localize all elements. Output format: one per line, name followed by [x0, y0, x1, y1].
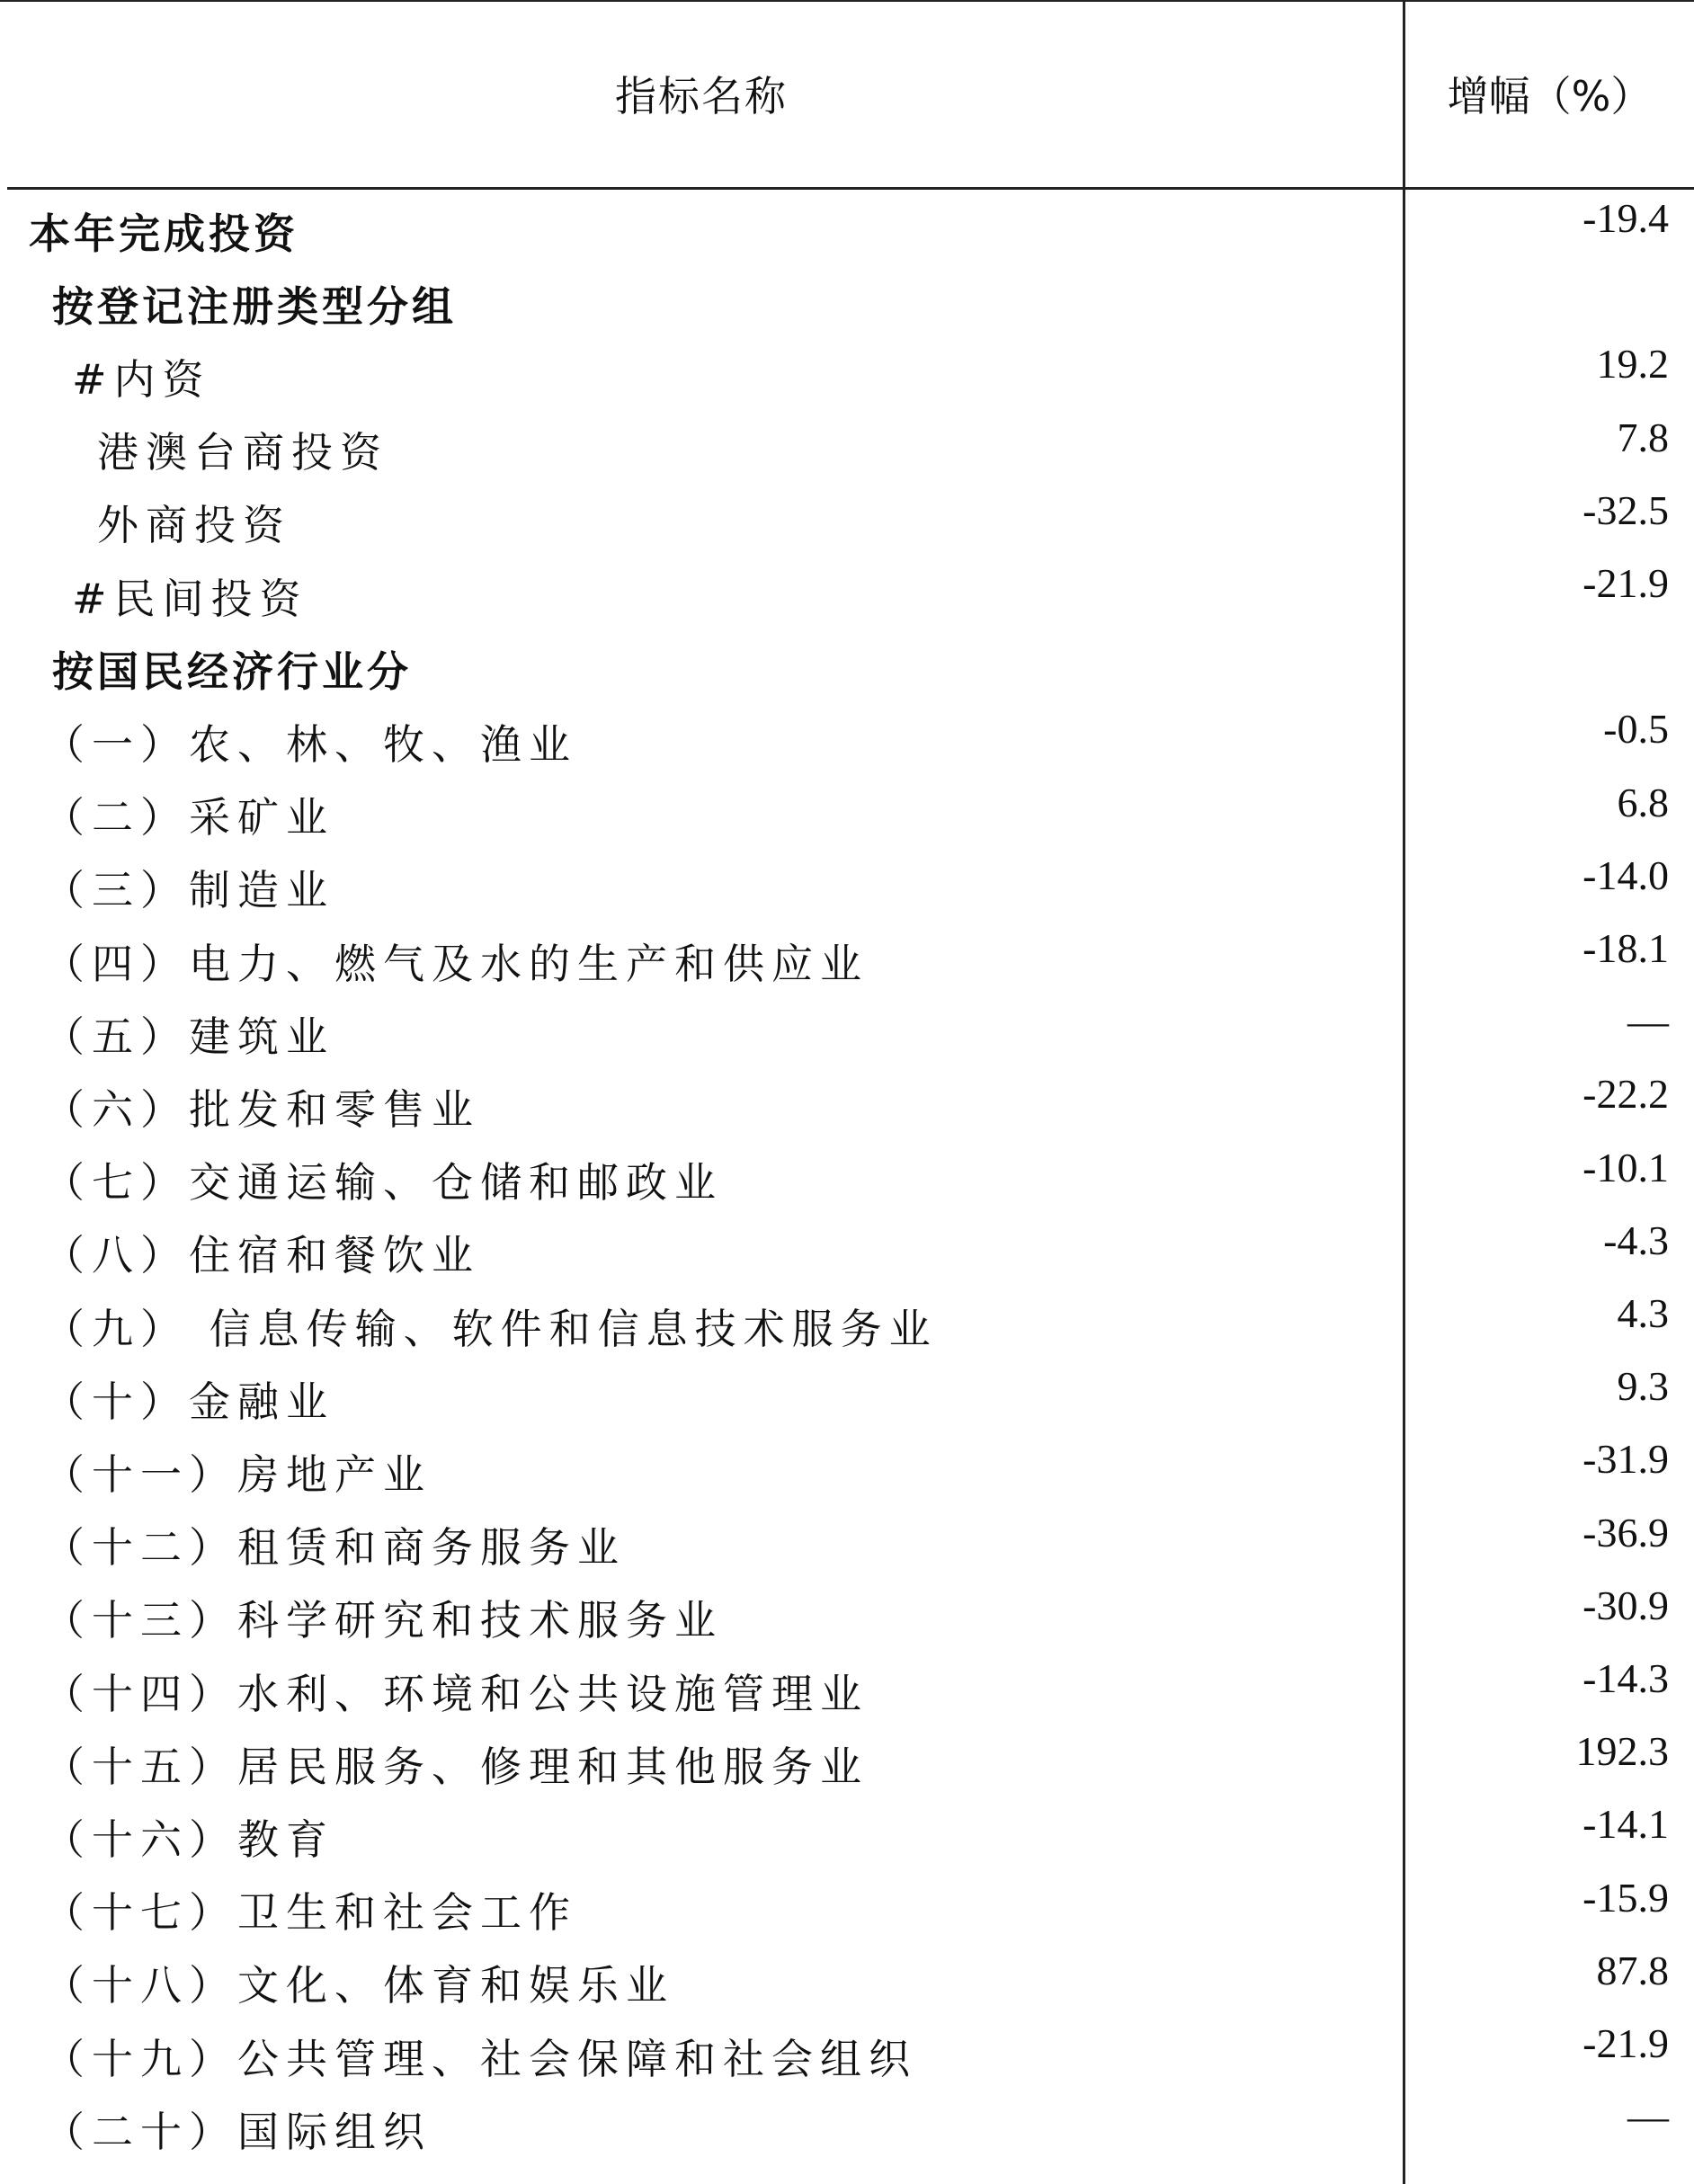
row-growth-value: 7.8	[1617, 414, 1669, 460]
row-indicator-name: 按国民经济行业分	[52, 646, 412, 696]
row-indicator-name: 本年完成投资	[29, 209, 299, 258]
row-indicator-name: （十七）卫生和社会工作	[43, 1888, 577, 1938]
row-indicator-name: （十八）文化、体育和娱乐业	[43, 1961, 674, 2010]
row-growth-value: —	[1627, 998, 1669, 1045]
row-indicator-name: #内资	[72, 354, 211, 404]
row-growth-value: -21.9	[1583, 2020, 1669, 2066]
row-indicator-name: （二十）国际组织	[43, 2107, 432, 2156]
row-growth-value: -4.3	[1603, 1217, 1669, 1263]
row-growth-value: 9.3	[1617, 1363, 1669, 1410]
row-indicator-name: #民间投资	[72, 574, 308, 623]
row-indicator-name: （十六）教育	[43, 1814, 334, 1864]
row-indicator-name: （十五）居民服务、修理和其他服务业	[43, 1742, 869, 1791]
row-growth-value: -31.9	[1583, 1436, 1669, 1483]
row-indicator-name: （十四）水利、环境和公共设施管理业	[43, 1669, 869, 1718]
row-indicator-name: 按登记注册类型分组	[52, 281, 457, 331]
row-indicator-name: （十九）公共管理、社会保障和社会组织	[43, 2034, 917, 2083]
row-growth-value	[1399, 254, 1669, 327]
row-growth-value: -0.5	[1603, 706, 1669, 753]
row-growth-value: -36.9	[1583, 1509, 1669, 1556]
row-indicator-name: 外商投资	[97, 501, 291, 550]
table-row	[0, 2092, 1694, 2165]
row-growth-value: 19.2	[1596, 341, 1669, 388]
row-growth-value: -10.1	[1583, 1144, 1669, 1190]
row-indicator-name: （四）电力、燃气及水的生产和供应业	[43, 939, 869, 988]
row-growth-value: -19.4	[1583, 195, 1669, 241]
row-growth-value: 192.3	[1575, 1728, 1669, 1775]
row-growth-value: -14.0	[1583, 851, 1669, 898]
row-indicator-name: （三）制造业	[43, 866, 334, 915]
row-indicator-name: （十一）房地产业	[43, 1449, 432, 1499]
row-indicator-name: （十三）科学研究和技术服务业	[43, 1596, 723, 1645]
row-indicator-name: （二）采矿业	[43, 793, 334, 842]
row-indicator-name: （一）农、林、牧、渔业	[43, 719, 577, 769]
row-growth-value: 6.8	[1617, 779, 1669, 825]
row-indicator-name: （九） 信息传输、软件和信息技术服务业	[43, 1304, 938, 1353]
row-growth-value: —	[1627, 2093, 1669, 2140]
row-growth-value	[1399, 620, 1669, 692]
column-header-indicator: 指标名称	[615, 72, 788, 120]
row-growth-value: 4.3	[1617, 1290, 1669, 1336]
row-growth-value: -22.2	[1583, 1071, 1669, 1118]
row-growth-value: -21.9	[1583, 560, 1669, 606]
row-growth-value: -32.5	[1583, 486, 1669, 533]
row-indicator-name: 港澳台商投资	[97, 428, 388, 477]
row-indicator-name: （六）批发和零售业	[43, 1084, 480, 1134]
row-growth-value: 87.8	[1596, 1947, 1669, 1993]
row-indicator-name: （七）交通运输、仓储和邮政业	[43, 1158, 723, 1208]
column-header-growth: 增幅（%）	[1447, 72, 1653, 120]
row-growth-value: -30.9	[1583, 1582, 1669, 1628]
row-growth-value: -15.9	[1583, 1874, 1669, 1921]
row-growth-value: -14.1	[1583, 1801, 1669, 1848]
row-indicator-name: （八）住宿和餐饮业	[43, 1231, 480, 1280]
row-growth-value: -18.1	[1583, 925, 1669, 971]
row-indicator-name: （十）金融业	[43, 1377, 334, 1426]
row-growth-value: -14.3	[1583, 1655, 1669, 1701]
row-indicator-name: （五）建筑业	[43, 1012, 334, 1061]
row-indicator-name: （十二）租赁和商务服务业	[43, 1523, 626, 1573]
